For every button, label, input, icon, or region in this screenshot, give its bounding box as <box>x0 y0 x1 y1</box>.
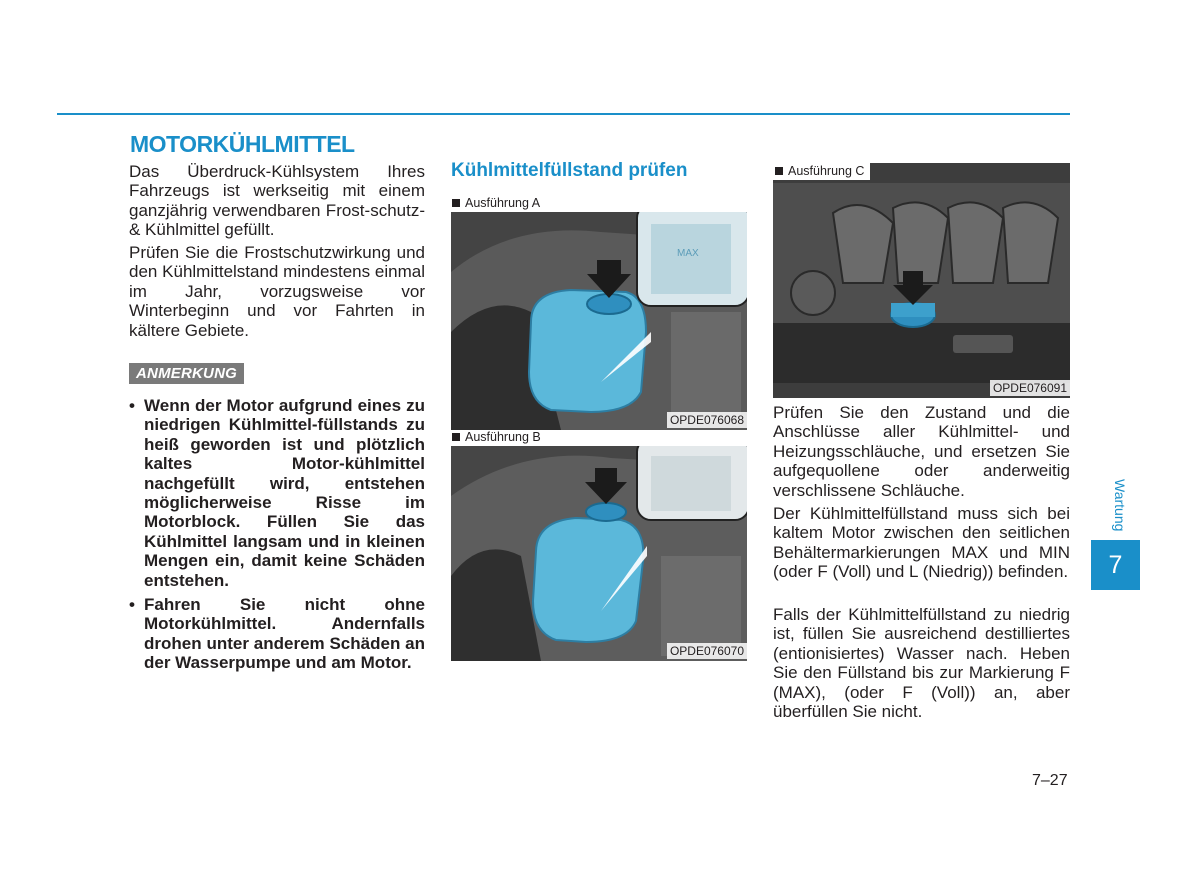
bullet-icon: • <box>129 396 135 415</box>
figure-a-engine-bay-illustration <box>451 212 747 430</box>
chapter-sidebar-label: Wartung <box>1112 478 1128 532</box>
figure-b-caption: Ausführung B <box>452 430 541 444</box>
header-rule <box>57 113 1070 115</box>
page-number: 7–27 <box>1032 772 1068 789</box>
check-paragraph-3: Falls der Kühlmittelfüllstand zu niedrig ist, füllen Sie ausreichend destilliertes (entionisiertes) Wasser nach. Heben Sie den Füllstand bis zur Markierung F (MAX), (oder F (Voll)) an, aber überfüllen Sie nicht. <box>773 605 1070 722</box>
note-text: Wenn der Motor aufgrund eines zu niedrigen Kühlmittel-füllstands zu heiß geworden ist und plötzlich kaltes Motor-kühlmittel nachgefüllt wird, entstehen möglicherweise Risse im Motorblock. Füllen Sie das Kühlmittel langsam und in kleinen Mengen ein, damit keine Schäden entstehen. <box>144 396 425 590</box>
chapter-tab: 7 <box>1091 540 1140 590</box>
figure-b-engine-bay-illustration <box>451 446 747 661</box>
check-paragraph-2: Der Kühlmittelfüllstand muss sich bei kaltem Motor zwischen den seitlichen Behältermarkierungen MAX und MIN (oder F (Voll) und L (Niedrig)) befinden. <box>773 504 1070 582</box>
figure-b-code: OPDE076070 <box>667 643 747 659</box>
figure-c-code: OPDE076091 <box>990 380 1070 396</box>
intro-paragraph-2: Prüfen Sie die Frostschutzwirkung und den Kühlmittelstand mindestens einmal im Jahr, vorzugsweise vor Winterbeginn und vor Fahrten in kältere Gebiete. <box>129 243 425 340</box>
check-paragraph-1: Prüfen Sie den Zustand und die Anschlüsse aller Kühlmittel- und Heizungsschläuche, und ersetzen Sie aufgequollene oder anderweitig verschlissene Schläuche. <box>773 403 1070 500</box>
max-marking-label: MAX <box>677 248 699 259</box>
note-item <box>129 595 425 673</box>
note-text: Fahren Sie nicht ohne Motorkühlmittel. Andernfalls drohen unter anderem Schäden an der Wasserpumpe und am Motor. <box>144 595 425 673</box>
intro-paragraph-1: Das Überdruck-Kühlsystem Ihres Fahrzeugs ist werkseitig mit einem ganzjährig verwendbaren Frost-schutz- & Kühlmittel gefüllt. <box>129 162 425 240</box>
bullet-icon: • <box>129 595 135 615</box>
square-icon <box>452 433 460 441</box>
note-badge: ANMERKUNG <box>129 363 244 384</box>
figure-c-caption: Ausführung C <box>773 163 870 180</box>
note-item <box>129 396 425 590</box>
subsection-heading: Kühlmittelfüllstand prüfen <box>451 160 688 181</box>
note-list <box>129 396 425 678</box>
figure-a-caption: Ausführung A <box>452 196 540 210</box>
square-icon <box>775 167 783 175</box>
figure-a-code: OPDE076068 <box>667 412 747 428</box>
figure-c-engine-bay-illustration <box>773 163 1070 398</box>
section-title: MOTORKÜHLMITTEL <box>130 131 355 157</box>
square-icon <box>452 199 460 207</box>
